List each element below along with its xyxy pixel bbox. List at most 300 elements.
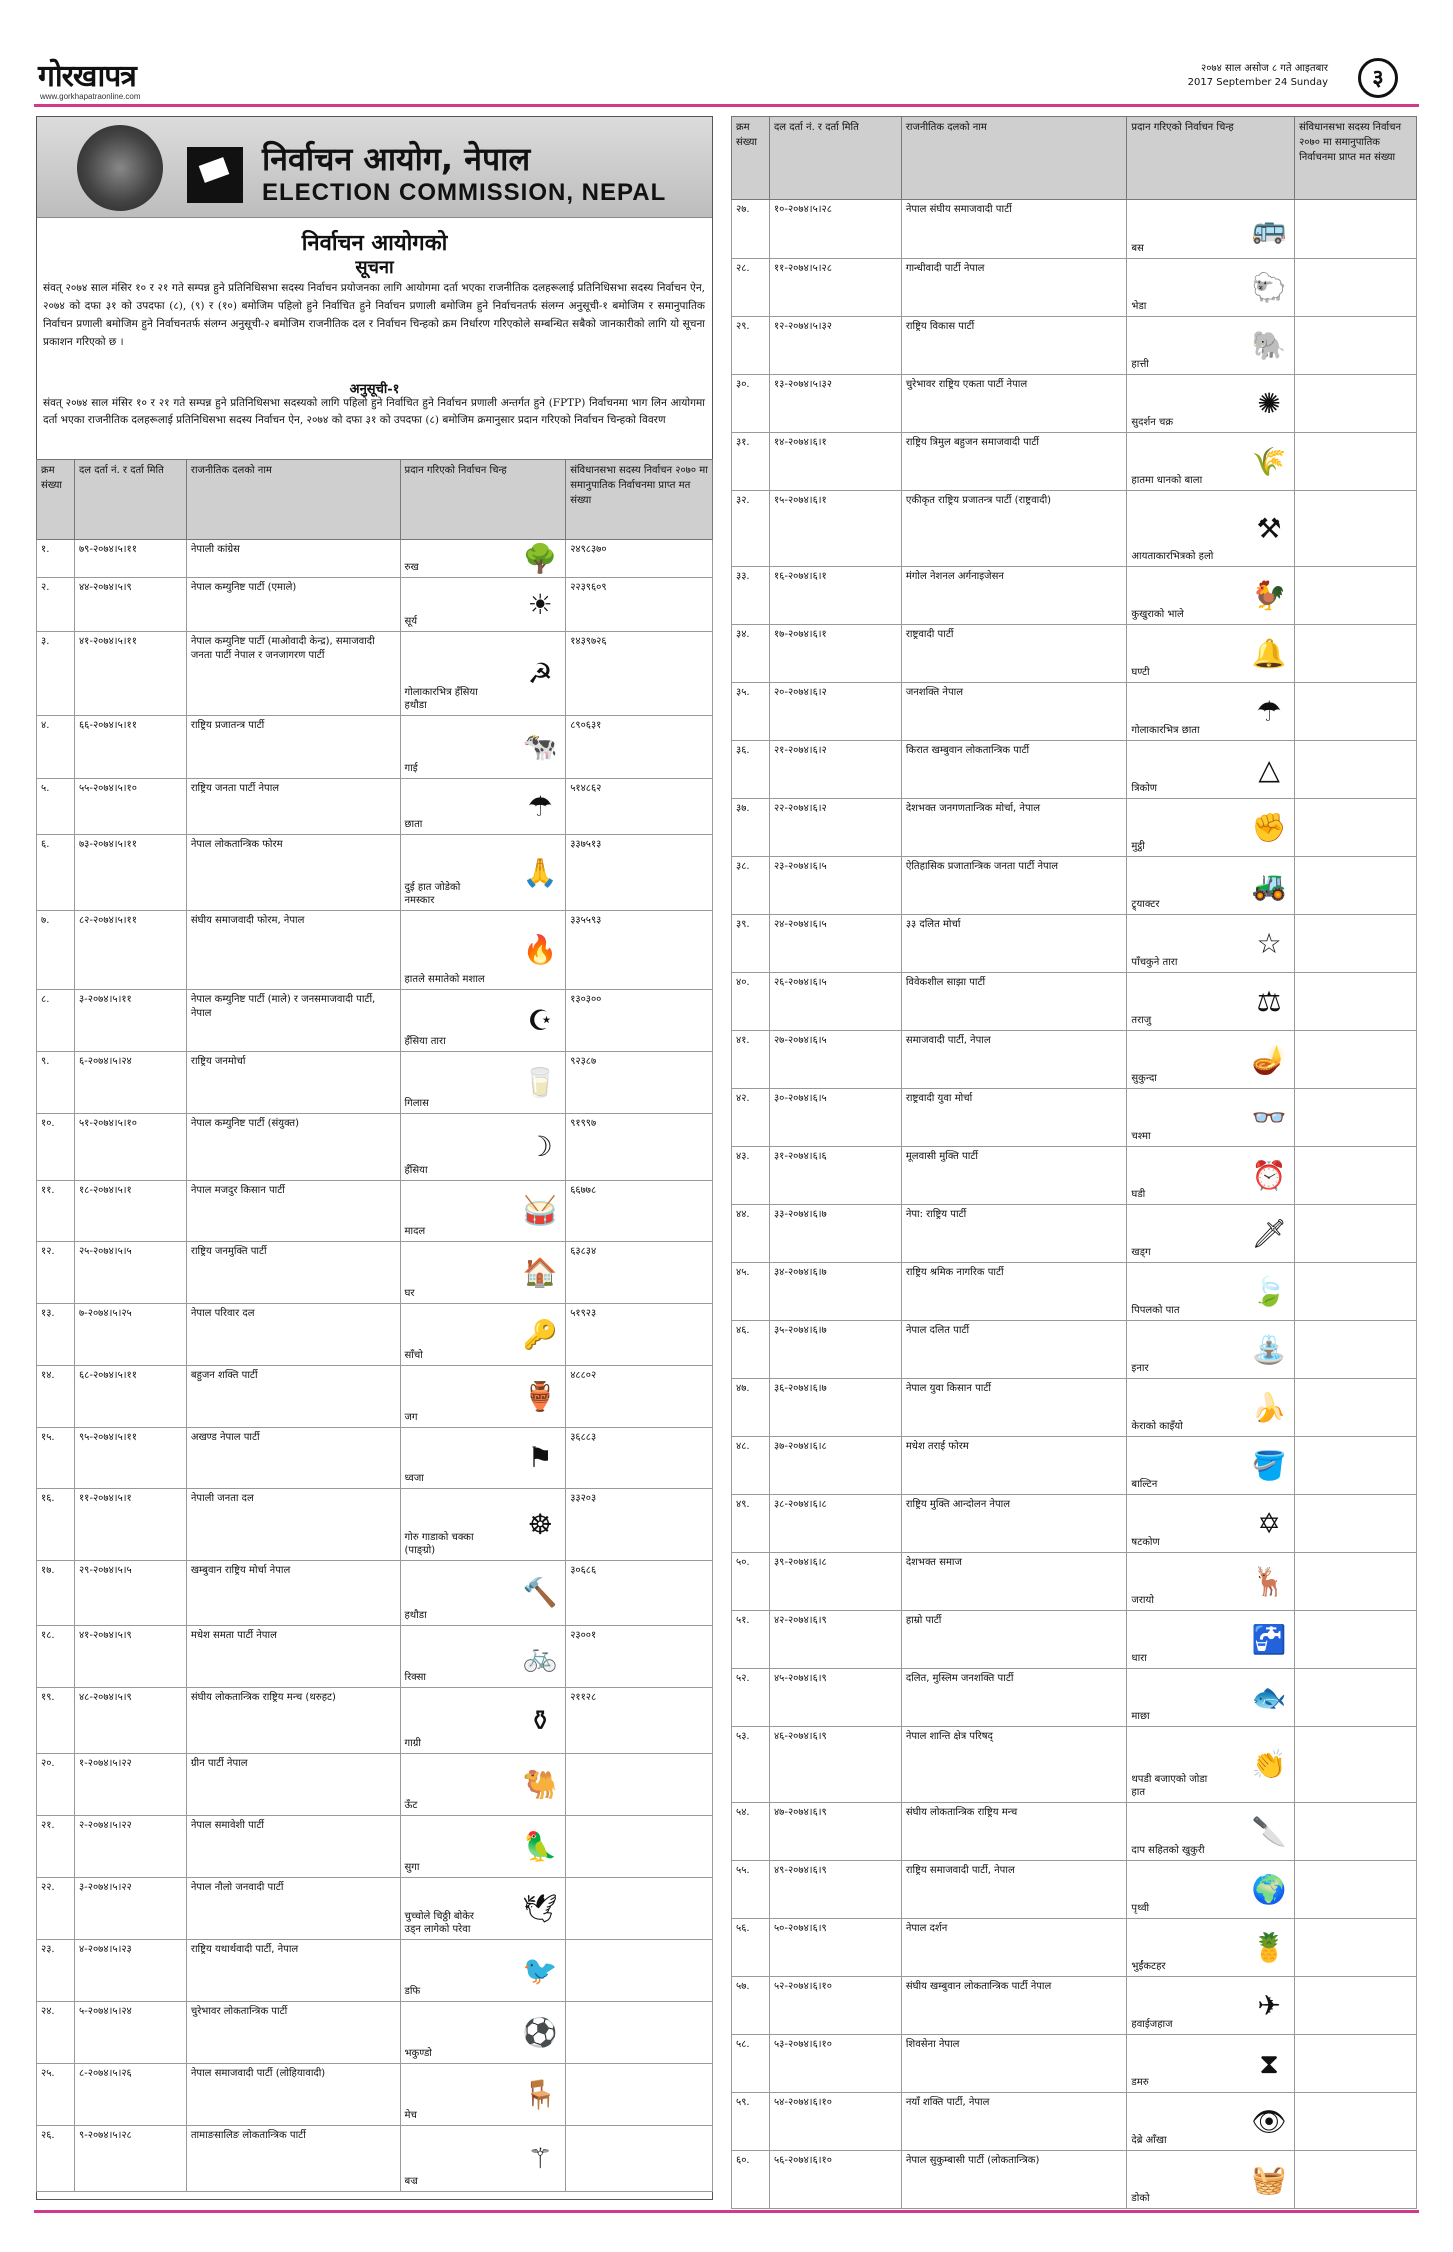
votes-cell — [1295, 1089, 1417, 1147]
votes-cell — [1295, 915, 1417, 973]
party-name-cell: नेपा: राष्ट्रिय पार्टी — [901, 1205, 1127, 1263]
tree-icon: 🌳 — [522, 541, 558, 575]
symbol-cell — [1127, 1553, 1295, 1611]
bell-icon: 🔔 — [1251, 636, 1287, 670]
umbrella-icon: ☂ — [527, 789, 553, 823]
registration-cell: ४२-२०७४।६।९ — [769, 1611, 901, 1669]
votes-cell — [1295, 1495, 1417, 1553]
symbol-cell — [1127, 1321, 1295, 1379]
header-party: राजनीतिक दलको नाम — [186, 460, 400, 540]
table-row — [37, 1052, 713, 1114]
votes-cell — [1295, 1919, 1417, 1977]
party-name-cell: देशभक्त जनगणतान्त्रिक मोर्चा, नेपाल — [901, 799, 1127, 857]
symbol-name: चुच्चोले चिठ्ठी बोकेर उड्न लागेको परेवा — [404, 1911, 475, 1935]
symbol-cell — [1127, 200, 1295, 259]
votes-cell — [566, 1816, 713, 1878]
serial-cell: २६. — [37, 2126, 75, 2192]
jug-icon: 🏺 — [522, 1379, 558, 1413]
party-name-cell: तामाङसालिङ लोकतान्त्रिक पार्टी — [186, 2126, 400, 2192]
symbol-name: घर — [404, 1288, 415, 1299]
sudarshan-chakra-icon: ✺ — [1257, 386, 1281, 420]
hammer-sickle-icon: ☭ — [527, 656, 553, 690]
votes-cell: १४३९७२६ — [566, 632, 713, 716]
party-name-cell: नेपाल समावेशी पार्टी — [186, 1816, 400, 1878]
party-name-cell: नयाँ शक्ति पार्टी, नेपाल — [901, 2093, 1127, 2151]
votes-cell — [1295, 1861, 1417, 1919]
serial-cell: ८. — [37, 990, 75, 1052]
symbol-cell — [400, 1626, 566, 1688]
serial-cell: ६. — [37, 835, 75, 911]
symbol-cell — [1127, 1669, 1295, 1727]
serial-cell: ३. — [37, 632, 75, 716]
party-name-cell: किरात खम्बुवान लोकतान्त्रिक पार्टी — [901, 741, 1127, 799]
votes-cell — [566, 1878, 713, 1940]
symbol-name: गाई — [404, 763, 418, 774]
serial-cell: १८. — [37, 1626, 75, 1688]
registration-cell: ५३-२०७४।६।१० — [769, 2035, 901, 2093]
table-row — [37, 1878, 713, 1940]
symbol-cell — [1127, 1495, 1295, 1553]
party-name-cell: नेपाल संघीय समाजवादी पार्टी — [901, 200, 1127, 259]
table-row — [37, 1489, 713, 1561]
symbol-name: देब्रे आँखा — [1131, 2135, 1167, 2146]
newspaper-title: गोरखापत्र — [38, 59, 136, 94]
party-name-cell: नेपाली कांग्रेस — [186, 540, 400, 578]
table-row — [732, 1803, 1417, 1861]
table-row — [37, 2064, 713, 2126]
symbol-cell — [400, 1114, 566, 1181]
symbol-cell — [400, 1181, 566, 1242]
votes-cell — [1295, 317, 1417, 375]
registration-cell: ४१-२०७४।५।११ — [74, 632, 186, 716]
votes-cell: ५१४८६२ — [566, 779, 713, 835]
symbol-name: त्रिकोण — [1131, 783, 1158, 794]
symbol-cell — [400, 2064, 566, 2126]
votes-cell: ३३५५९३ — [566, 911, 713, 990]
paddy-hand-icon: 🌾 — [1251, 444, 1287, 478]
votes-cell — [1295, 491, 1417, 567]
registration-cell: ७९-२०७४।५।११ — [74, 540, 186, 578]
registration-cell: ८२-२०७४।५।११ — [74, 911, 186, 990]
registration-cell: ६६-२०७४।५।११ — [74, 716, 186, 779]
votes-cell — [1295, 1147, 1417, 1205]
votes-cell — [1295, 741, 1417, 799]
symbol-cell — [400, 578, 566, 632]
symbol-cell — [400, 779, 566, 835]
header-serial: क्रम संख्या — [732, 117, 770, 200]
table-row — [37, 2126, 713, 2192]
table-row — [732, 799, 1417, 857]
symbol-cell — [400, 1754, 566, 1816]
header-serial: क्रम संख्या — [37, 460, 75, 540]
party-name-cell: शिवसेना नेपाल — [901, 2035, 1127, 2093]
table-header-row — [37, 460, 713, 540]
registration-cell: २९-२०७४।५।५ — [74, 1561, 186, 1626]
symbol-cell — [1127, 799, 1295, 857]
sickle-icon: ☽ — [527, 1130, 553, 1163]
symbol-name: माछा — [1131, 1711, 1150, 1722]
party-name-cell: राष्ट्रिय समाजवादी पार्टी, नेपाल — [901, 1861, 1127, 1919]
registration-cell: ५४-२०७४।६।१० — [769, 2093, 901, 2151]
symbol-name: हात्ती — [1131, 359, 1149, 370]
table-row — [37, 1754, 713, 1816]
registration-cell: १७-२०७४।६।१ — [769, 625, 901, 683]
symbol-cell — [400, 1052, 566, 1114]
serial-cell: १९. — [37, 1688, 75, 1754]
symbol-cell — [1127, 259, 1295, 317]
serial-cell: ११. — [37, 1181, 75, 1242]
deer-icon: 🦌 — [1251, 1564, 1287, 1598]
party-name-cell: राष्ट्रिय श्रमिक नागरिक पार्टी — [901, 1263, 1127, 1321]
symbol-name: आयताकारभित्रको हलो — [1131, 551, 1214, 562]
registration-cell: ४७-२०७४।६।९ — [769, 1803, 901, 1861]
table-row — [732, 1495, 1417, 1553]
party-name-cell: चुरेभावर राष्ट्रिय एकता पार्टी नेपाल — [901, 375, 1127, 433]
symbol-name: रिक्सा — [404, 1672, 426, 1683]
election-commission-banner — [37, 117, 712, 218]
votes-cell: ३०६८६ — [566, 1561, 713, 1626]
party-name-cell: बहुजन शक्ति पार्टी — [186, 1366, 400, 1428]
table-row — [37, 1688, 713, 1754]
symbol-cell — [1127, 1977, 1295, 2035]
registration-cell: ४८-२०७४।५।९ — [74, 1688, 186, 1754]
votes-cell — [1295, 375, 1417, 433]
registration-cell: ११-२०७४।५।२८ — [769, 259, 901, 317]
serial-cell: ४३. — [732, 1147, 770, 1205]
party-name-cell: नेपाल कम्युनिष्ट पार्टी (एमाले) — [186, 578, 400, 632]
table-row — [732, 2035, 1417, 2093]
camel-icon: 🐫 — [522, 1767, 558, 1801]
registration-cell: ५२-२०७४।६।१० — [769, 1977, 901, 2035]
table-row — [37, 911, 713, 990]
table-row — [37, 1940, 713, 2002]
party-name-cell: नेपाल सुकुम्बासी पार्टी (लोकतान्त्रिक) — [901, 2151, 1127, 2209]
party-name-cell: ग्रीन पार्टी नेपाल — [186, 1754, 400, 1816]
symbol-name: ऊँट — [404, 1800, 418, 1811]
issue-date — [1188, 62, 1328, 90]
serial-cell: ५६. — [732, 1919, 770, 1977]
registration-cell: ३९-२०७४।६।८ — [769, 1553, 901, 1611]
symbol-name: गोरु गाडाको चक्का (पाङ्ग्रो) — [404, 1532, 474, 1556]
votes-cell — [1295, 1803, 1417, 1861]
header-registration: दल दर्ता नं. र दर्ता मिति — [74, 460, 186, 540]
football-icon: ⚽ — [522, 2015, 558, 2049]
party-name-cell: नेपाल नौलो जनवादी पार्टी — [186, 1878, 400, 1940]
party-name-cell: संघीय लोकतान्त्रिक राष्ट्रिय मन्च — [901, 1803, 1127, 1861]
party-name-cell: मधेश समता पार्टी नेपाल — [186, 1626, 400, 1688]
registration-cell: १८-२०७४।५।१ — [74, 1181, 186, 1242]
table-row — [732, 1379, 1417, 1437]
registration-cell: २३-२०७४।६।५ — [769, 857, 901, 915]
serial-cell: ४४. — [732, 1205, 770, 1263]
symbol-name: भेडा — [1131, 301, 1147, 312]
symbol-name: रुख — [404, 562, 419, 573]
registration-cell: २०-२०७४।६।२ — [769, 683, 901, 741]
serial-cell: ४२. — [732, 1089, 770, 1147]
serial-cell: २०. — [37, 1754, 75, 1816]
symbol-cell — [400, 1366, 566, 1428]
votes-cell — [1295, 2035, 1417, 2093]
table-row — [37, 540, 713, 578]
party-symbol-table-left — [36, 459, 713, 2192]
serial-cell: ४७. — [732, 1379, 770, 1437]
party-name-cell: राष्ट्रिय विकास पार्टी — [901, 317, 1127, 375]
symbol-name: चश्मा — [1131, 1131, 1151, 1142]
party-name-cell: संघीय खम्बुवान लोकतान्त्रिक पार्टी नेपाल — [901, 1977, 1127, 2035]
party-name-cell: नेपाली जनता दल — [186, 1489, 400, 1561]
serial-cell: ३६. — [732, 741, 770, 799]
symbol-cell — [400, 1940, 566, 2002]
serial-cell: ४. — [37, 716, 75, 779]
left-column — [36, 116, 713, 2200]
party-name-cell: नेपाल दर्शन — [901, 1919, 1127, 1977]
party-name-cell: हाम्रो पार्टी — [901, 1611, 1127, 1669]
wheel-icon: ☸ — [527, 1507, 553, 1541]
registration-cell: ३१-२०७४।६।६ — [769, 1147, 901, 1205]
sword-icon: 🗡 — [1251, 1216, 1287, 1250]
serial-cell: ५२. — [732, 1669, 770, 1727]
table-row — [732, 1727, 1417, 1803]
serial-cell: १७. — [37, 1561, 75, 1626]
symbol-name: तराजु — [1131, 1015, 1152, 1026]
banner-title-english: ELECTION COMMISSION, NEPAL — [262, 179, 667, 206]
bucket-icon: 🪣 — [1251, 1448, 1287, 1482]
registration-cell: ४९-२०७४।६।९ — [769, 1861, 901, 1919]
table-row — [732, 625, 1417, 683]
table-row — [732, 915, 1417, 973]
serial-cell: ३७. — [732, 799, 770, 857]
header-registration: दल दर्ता नं. र दर्ता मिति — [769, 117, 901, 200]
votes-cell — [1295, 1379, 1417, 1437]
rooster-icon: 🐓 — [1251, 578, 1287, 612]
symbol-name: थपडी बजाएको जोडा हात — [1131, 1774, 1208, 1798]
table-row — [732, 973, 1417, 1031]
registration-cell: २-२०७४।५।२२ — [74, 1816, 186, 1878]
table-row — [37, 1181, 713, 1242]
symbol-name: दाप सहितको खुकुरी — [1131, 1845, 1205, 1856]
symbol-cell — [1127, 1611, 1295, 1669]
symbol-cell — [400, 1688, 566, 1754]
serial-cell: ५०. — [732, 1553, 770, 1611]
banana-bunch-icon: 🍌 — [1251, 1390, 1287, 1424]
circle-umbrella-icon: ☂ — [1256, 694, 1282, 728]
peepal-leaf-icon: 🍃 — [1251, 1274, 1287, 1308]
registration-cell: ६-२०७४।५।२४ — [74, 1052, 186, 1114]
parrot-icon: 🦜 — [522, 1829, 558, 1863]
well-icon: ⛲ — [1251, 1332, 1287, 1366]
registration-cell: ४६-२०७४।६।९ — [769, 1727, 901, 1803]
symbol-cell — [1127, 567, 1295, 625]
votes-cell — [1295, 1611, 1417, 1669]
dove-icon: 🕊 — [522, 1891, 558, 1925]
registration-cell: ३५-२०७४।६।७ — [769, 1321, 901, 1379]
symbol-cell — [400, 2126, 566, 2192]
registration-cell: १-२०७४।५।२२ — [74, 1754, 186, 1816]
serial-cell: ३२. — [732, 491, 770, 567]
symbol-cell — [1127, 1031, 1295, 1089]
votes-cell: २३००१ — [566, 1626, 713, 1688]
registration-cell: ३०-२०७४।६।५ — [769, 1089, 901, 1147]
table-row — [732, 491, 1417, 567]
party-name-cell: दलित, मुस्लिम जनशक्ति पार्टी — [901, 1669, 1127, 1727]
symbol-cell — [400, 1242, 566, 1304]
serial-cell: २१. — [37, 1816, 75, 1878]
table-row — [732, 1553, 1417, 1611]
votes-cell — [1295, 973, 1417, 1031]
table-row — [37, 632, 713, 716]
party-name-cell: मधेश तराई फोरम — [901, 1437, 1127, 1495]
annex-title: अनुसूची-१ — [349, 382, 400, 397]
table-row — [37, 716, 713, 779]
symbol-name: सुकुन्दा — [1131, 1073, 1157, 1084]
party-name-cell: जनशक्ति नेपाल — [901, 683, 1127, 741]
symbol-name: भुईंकटहर — [1131, 1961, 1166, 1972]
symbol-name: मादल — [404, 1226, 426, 1237]
daphne-bird-icon: 🐦 — [522, 1953, 558, 1987]
table-row — [732, 2093, 1417, 2151]
table-row — [37, 1114, 713, 1181]
table-row — [37, 1304, 713, 1366]
serial-cell: ५९. — [732, 2093, 770, 2151]
table-row — [732, 1861, 1417, 1919]
serial-cell: ५. — [37, 779, 75, 835]
symbol-name: घण्टी — [1131, 667, 1150, 678]
votes-cell — [1295, 1437, 1417, 1495]
votes-cell: ३३७५१३ — [566, 835, 713, 911]
table-row — [732, 2151, 1417, 2209]
votes-cell: ६३८३४ — [566, 1242, 713, 1304]
serial-cell: १४. — [37, 1366, 75, 1428]
votes-cell — [566, 2126, 713, 2192]
table-row — [732, 1919, 1417, 1977]
party-name-cell: गान्धीवादी पार्टी नेपाल — [901, 259, 1127, 317]
registration-cell: १२-२०७४।५।३२ — [769, 317, 901, 375]
symbol-name: हवाईजहाज — [1131, 2019, 1173, 2030]
table-row — [732, 375, 1417, 433]
symbol-cell — [1127, 625, 1295, 683]
votes-cell: ३३२०३ — [566, 1489, 713, 1561]
table-row — [732, 1977, 1417, 2035]
table-row — [732, 1205, 1417, 1263]
party-name-cell: मंगोल नेशनल अर्गनाइजेसन — [901, 567, 1127, 625]
symbol-name: धारा — [1131, 1653, 1147, 1664]
notice-subtitle: सूचना — [355, 257, 394, 278]
hexagram-icon: ✡ — [1257, 1506, 1281, 1540]
scales-icon: ⚖ — [1256, 984, 1282, 1018]
registration-cell: ४४-२०७४।५।९ — [74, 578, 186, 632]
symbol-name: बज्र — [404, 2176, 418, 2187]
serial-cell: ३८. — [732, 857, 770, 915]
newspaper-url: www.gorkhapatraonline.com — [40, 92, 141, 101]
registration-cell: ९-२०७४।५।२८ — [74, 2126, 186, 2192]
votes-cell — [1295, 1669, 1417, 1727]
issue-date-english: 2017 September 24 Sunday — [1187, 77, 1328, 88]
votes-cell: ४८८०२ — [566, 1366, 713, 1428]
serial-cell: १५. — [37, 1428, 75, 1489]
madal-drum-icon: 🥁 — [522, 1194, 558, 1227]
party-name-cell: राष्ट्रवादी पार्टी — [901, 625, 1127, 683]
spectacles-icon: 👓 — [1251, 1100, 1287, 1134]
registration-cell: २५-२०७४।५।५ — [74, 1242, 186, 1304]
votes-cell — [1295, 799, 1417, 857]
party-name-cell: अखण्ड नेपाल पार्टी — [186, 1428, 400, 1489]
table-row — [37, 779, 713, 835]
khukuri-icon: 🔪 — [1251, 1814, 1287, 1848]
symbol-cell — [1127, 1919, 1295, 1977]
votes-cell — [1295, 1321, 1417, 1379]
header-symbol: प्रदान गरिएको निर्वाचन चिन्ह — [1127, 117, 1295, 200]
votes-cell: ५१९२३ — [566, 1304, 713, 1366]
registration-cell: ५१-२०७४।५।१० — [74, 1114, 186, 1181]
party-name-cell: राष्ट्रिय त्रिमुल बहुजन समाजवादी पार्टी — [901, 433, 1127, 491]
symbol-name: छाता — [404, 819, 423, 830]
symbol-cell — [1127, 1727, 1295, 1803]
table-row — [37, 1428, 713, 1489]
symbol-cell — [400, 835, 566, 911]
symbol-name: इनार — [1131, 1363, 1149, 1374]
table-row — [732, 857, 1417, 915]
votes-cell: ३६८८३ — [566, 1428, 713, 1489]
globe-icon: 🌍 — [1251, 1872, 1287, 1906]
serial-cell: ४८. — [732, 1437, 770, 1495]
votes-cell: ९२३८७ — [566, 1052, 713, 1114]
pot-icon: ⚱ — [528, 1703, 552, 1737]
symbol-cell — [400, 1489, 566, 1561]
table-row — [732, 1263, 1417, 1321]
pineapple-icon: 🍍 — [1251, 1930, 1287, 1964]
table-row — [732, 741, 1417, 799]
cow-icon: 🐄 — [522, 730, 558, 763]
votes-cell — [566, 2064, 713, 2126]
symbol-cell — [400, 911, 566, 990]
serial-cell: २२. — [37, 1878, 75, 1940]
symbol-name: गोलाकारभित्र छाता — [1131, 725, 1200, 736]
serial-cell: ४९. — [732, 1495, 770, 1553]
symbol-cell — [1127, 973, 1295, 1031]
bus-icon: 🚌 — [1251, 212, 1287, 245]
sukunda-lamp-icon: 🪔 — [1251, 1042, 1287, 1076]
symbol-name: जरायो — [1131, 1595, 1154, 1606]
symbol-cell — [1127, 1803, 1295, 1861]
header-party: राजनीतिक दलको नाम — [901, 117, 1127, 200]
registration-cell: ४१-२०७४।५।९ — [74, 1626, 186, 1688]
serial-cell: २४. — [37, 2002, 75, 2064]
serial-cell: २८. — [732, 259, 770, 317]
symbol-name: कुखुराको भाले — [1131, 609, 1184, 620]
symbol-cell — [1127, 317, 1295, 375]
serial-cell: ४०. — [732, 973, 770, 1031]
registration-cell: ८-२०७४।५।२६ — [74, 2064, 186, 2126]
serial-cell: ३१. — [732, 433, 770, 491]
registration-cell: ७३-२०७४।५।११ — [74, 835, 186, 911]
serial-cell: ३५. — [732, 683, 770, 741]
table-row — [37, 578, 713, 632]
registration-cell: २४-२०७४।६।५ — [769, 915, 901, 973]
masthead — [38, 54, 1418, 100]
votes-cell — [566, 1940, 713, 2002]
registration-cell: ९५-२०७४।५।११ — [74, 1428, 186, 1489]
registration-cell: ३-२०७४।५।११ — [74, 990, 186, 1052]
symbol-name: खड्ग — [1131, 1247, 1151, 1258]
symbol-cell — [400, 1304, 566, 1366]
table-row — [732, 1669, 1417, 1727]
party-name-cell: एकीकृत राष्ट्रिय प्रजातन्त्र पार्टी (राष्ट्रवादी) — [901, 491, 1127, 567]
serial-cell: ५५. — [732, 1861, 770, 1919]
symbol-name: हातमा धानको बाला — [1131, 475, 1203, 486]
serial-cell: ६०. — [732, 2151, 770, 2209]
registration-cell: १६-२०७४।६।१ — [769, 567, 901, 625]
party-name-cell: राष्ट्रिय मुक्ति आन्दोलन नेपाल — [901, 1495, 1127, 1553]
